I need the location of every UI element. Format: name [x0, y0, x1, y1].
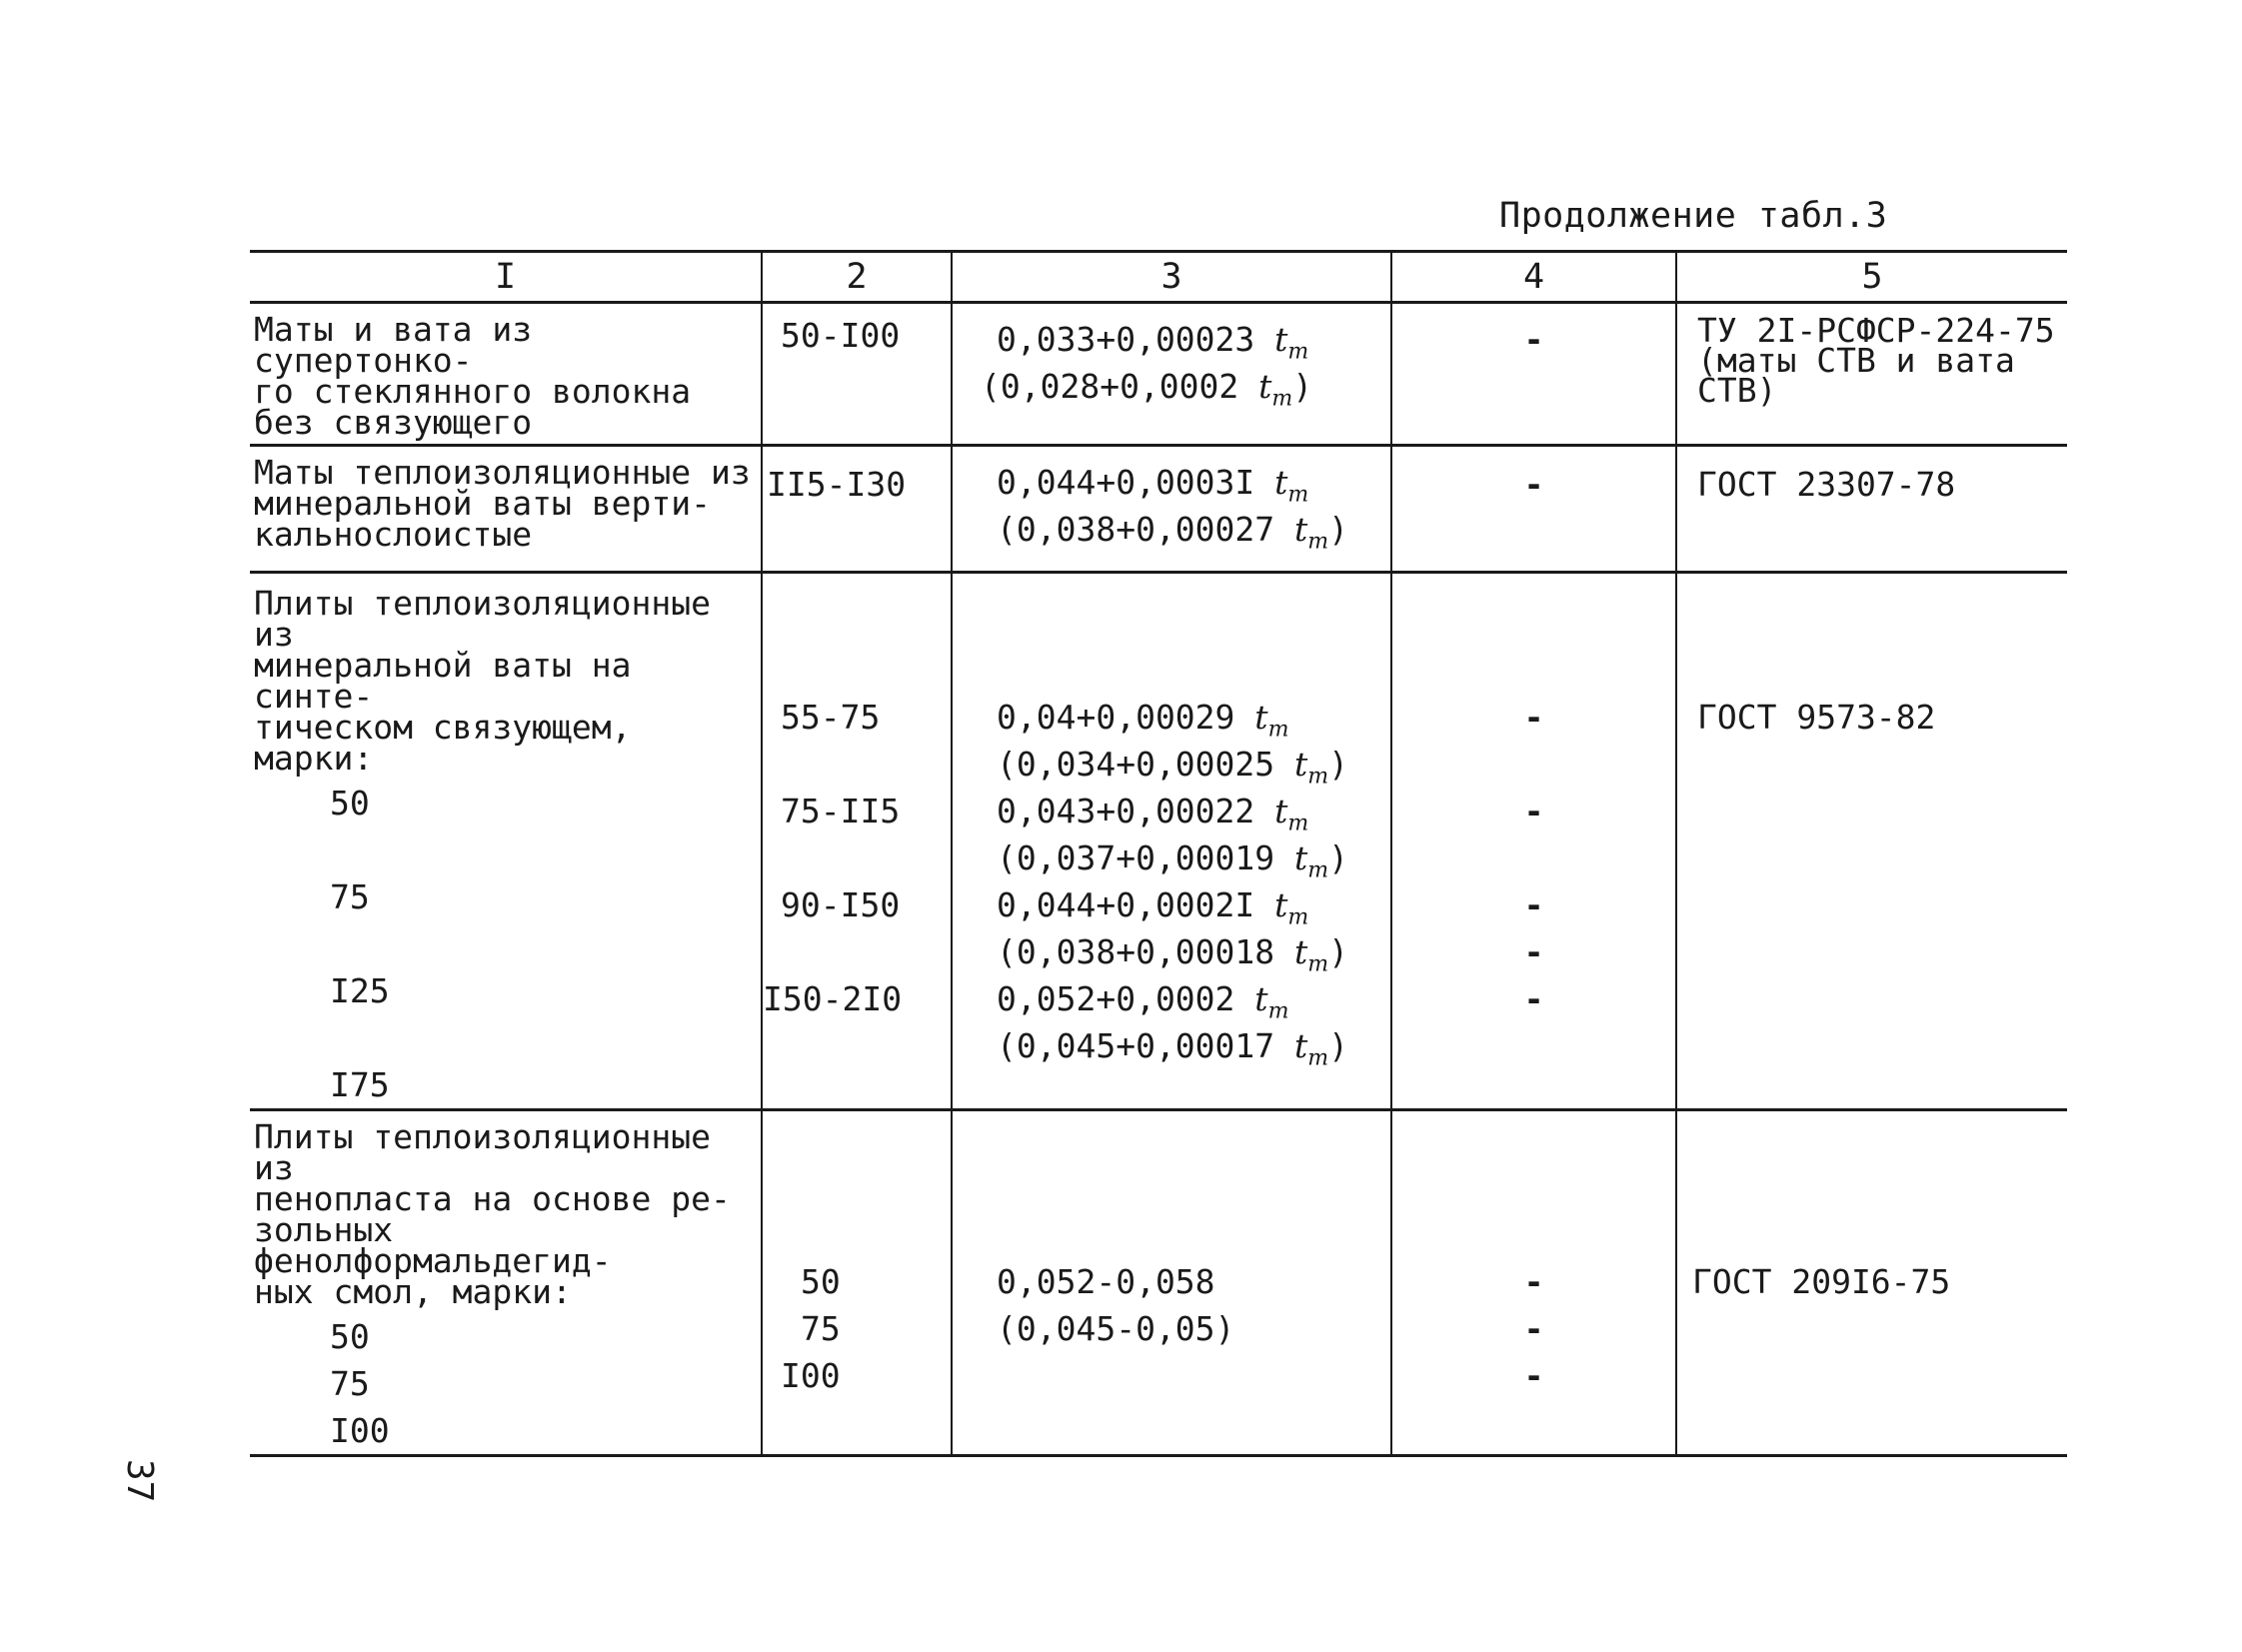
insulation-table [250, 250, 2067, 1457]
conductivity-range: 0,052-0,058 [997, 1262, 1215, 1301]
grade-label: I00 [330, 1411, 390, 1450]
density-value: I00 [781, 1356, 841, 1395]
conductivity-range-alt: (0,045-0,05) [997, 1309, 1235, 1348]
grade-label: 50 [330, 1317, 370, 1356]
conductivity-formula-alt: (0,038+0,00018 $t_m$) [997, 932, 1349, 977]
note-value: - [1523, 465, 1544, 504]
note-value: - [1523, 1309, 1544, 1348]
grade-label: 75 [330, 877, 370, 916]
conductivity-formula-alt: (0,034+0,00025 $t_m$) [997, 745, 1349, 790]
note-value: - [1523, 698, 1544, 737]
standard-reference: ГОСТ 209I6-75 [1692, 1262, 1951, 1301]
density-range: 75-II5 [781, 792, 901, 830]
note-value: - [1523, 885, 1544, 924]
material-name: Плиты теплоизоляционные из пенопласта на основе ре- зольных фенолформальдегид- ных смол, марки: [254, 1117, 731, 1311]
conductivity-formula: 0,044+0,0002I $t_m$ [997, 885, 1309, 930]
col-header-4: 4 [1391, 252, 1676, 303]
col-header-5: 5 [1676, 252, 2067, 303]
density-value: 50 [801, 1262, 841, 1301]
header-row [250, 252, 2067, 303]
note-value: - [1523, 979, 1544, 1018]
conductivity-formula: 0,043+0,00022 $t_m$ [997, 792, 1309, 836]
density-range: 55-75 [781, 698, 881, 737]
note-value: - [1523, 1262, 1544, 1301]
note-value: - [1523, 1356, 1544, 1395]
grade-label: I75 [330, 1065, 390, 1104]
material-name: Маты и вата из супертонко- го стеклянного волокна без связующего [254, 310, 692, 442]
page-number: 37 [119, 1459, 160, 1503]
grade-label: 50 [330, 784, 370, 823]
conductivity-formula: 0,044+0,0003I $t_m$ [997, 463, 1309, 508]
standard-reference: ГОСТ 23307-78 [1697, 465, 1956, 504]
note-value [1392, 741, 1675, 788]
table-row [250, 1110, 2067, 1456]
grade-label: I25 [330, 971, 390, 1010]
table-caption: Продолжение табл.3 [1499, 196, 1888, 236]
material-name: Маты теплоизоляционные из минеральной ваты верти- кальнослоистые [254, 453, 751, 554]
density-range: I50-2I0 [763, 979, 903, 1018]
material-name: Плиты теплоизоляционные из минеральной ваты на синте- тическом связующем, марки: [254, 584, 711, 778]
density-range: II5-I30 [767, 465, 907, 504]
col-header-2: 2 [762, 252, 952, 303]
table-row [250, 573, 2067, 1110]
note-value: - [1523, 932, 1544, 971]
conductivity-formula: 0,033+0,00023 $t_m$ [997, 320, 1309, 365]
density-range: 90-I50 [781, 885, 901, 924]
note-value [1392, 834, 1675, 881]
conductivity-formula-alt: (0,028+0,0002 $t_m$) [981, 367, 1313, 412]
table-row [250, 303, 2067, 446]
standard-reference: ГОСТ 9573-82 [1697, 698, 1936, 737]
conductivity-formula: 0,04+0,00029 $t_m$ [997, 698, 1289, 743]
conductivity-formula-alt: (0,037+0,00019 $t_m$) [997, 838, 1349, 883]
grade-label: 75 [330, 1364, 370, 1403]
density-range: 50-I00 [781, 316, 901, 355]
note-value: - [1523, 792, 1544, 830]
standard-reference: ТУ 2I-РСФСР-224-75 (маты СТВ и вата СТВ) [1697, 311, 2055, 410]
table-row [250, 446, 2067, 573]
note-value: - [1523, 320, 1544, 359]
conductivity-formula-alt: (0,045+0,00017 $t_m$) [997, 1026, 1349, 1071]
col-header-3: 3 [952, 252, 1391, 303]
density-value: 75 [801, 1309, 841, 1348]
conductivity-formula: 0,052+0,0002 $t_m$ [997, 979, 1289, 1024]
note-value [1392, 1022, 1675, 1069]
col-header-1: I [250, 252, 762, 303]
conductivity-formula-alt: (0,038+0,00027 $t_m$) [997, 510, 1349, 555]
